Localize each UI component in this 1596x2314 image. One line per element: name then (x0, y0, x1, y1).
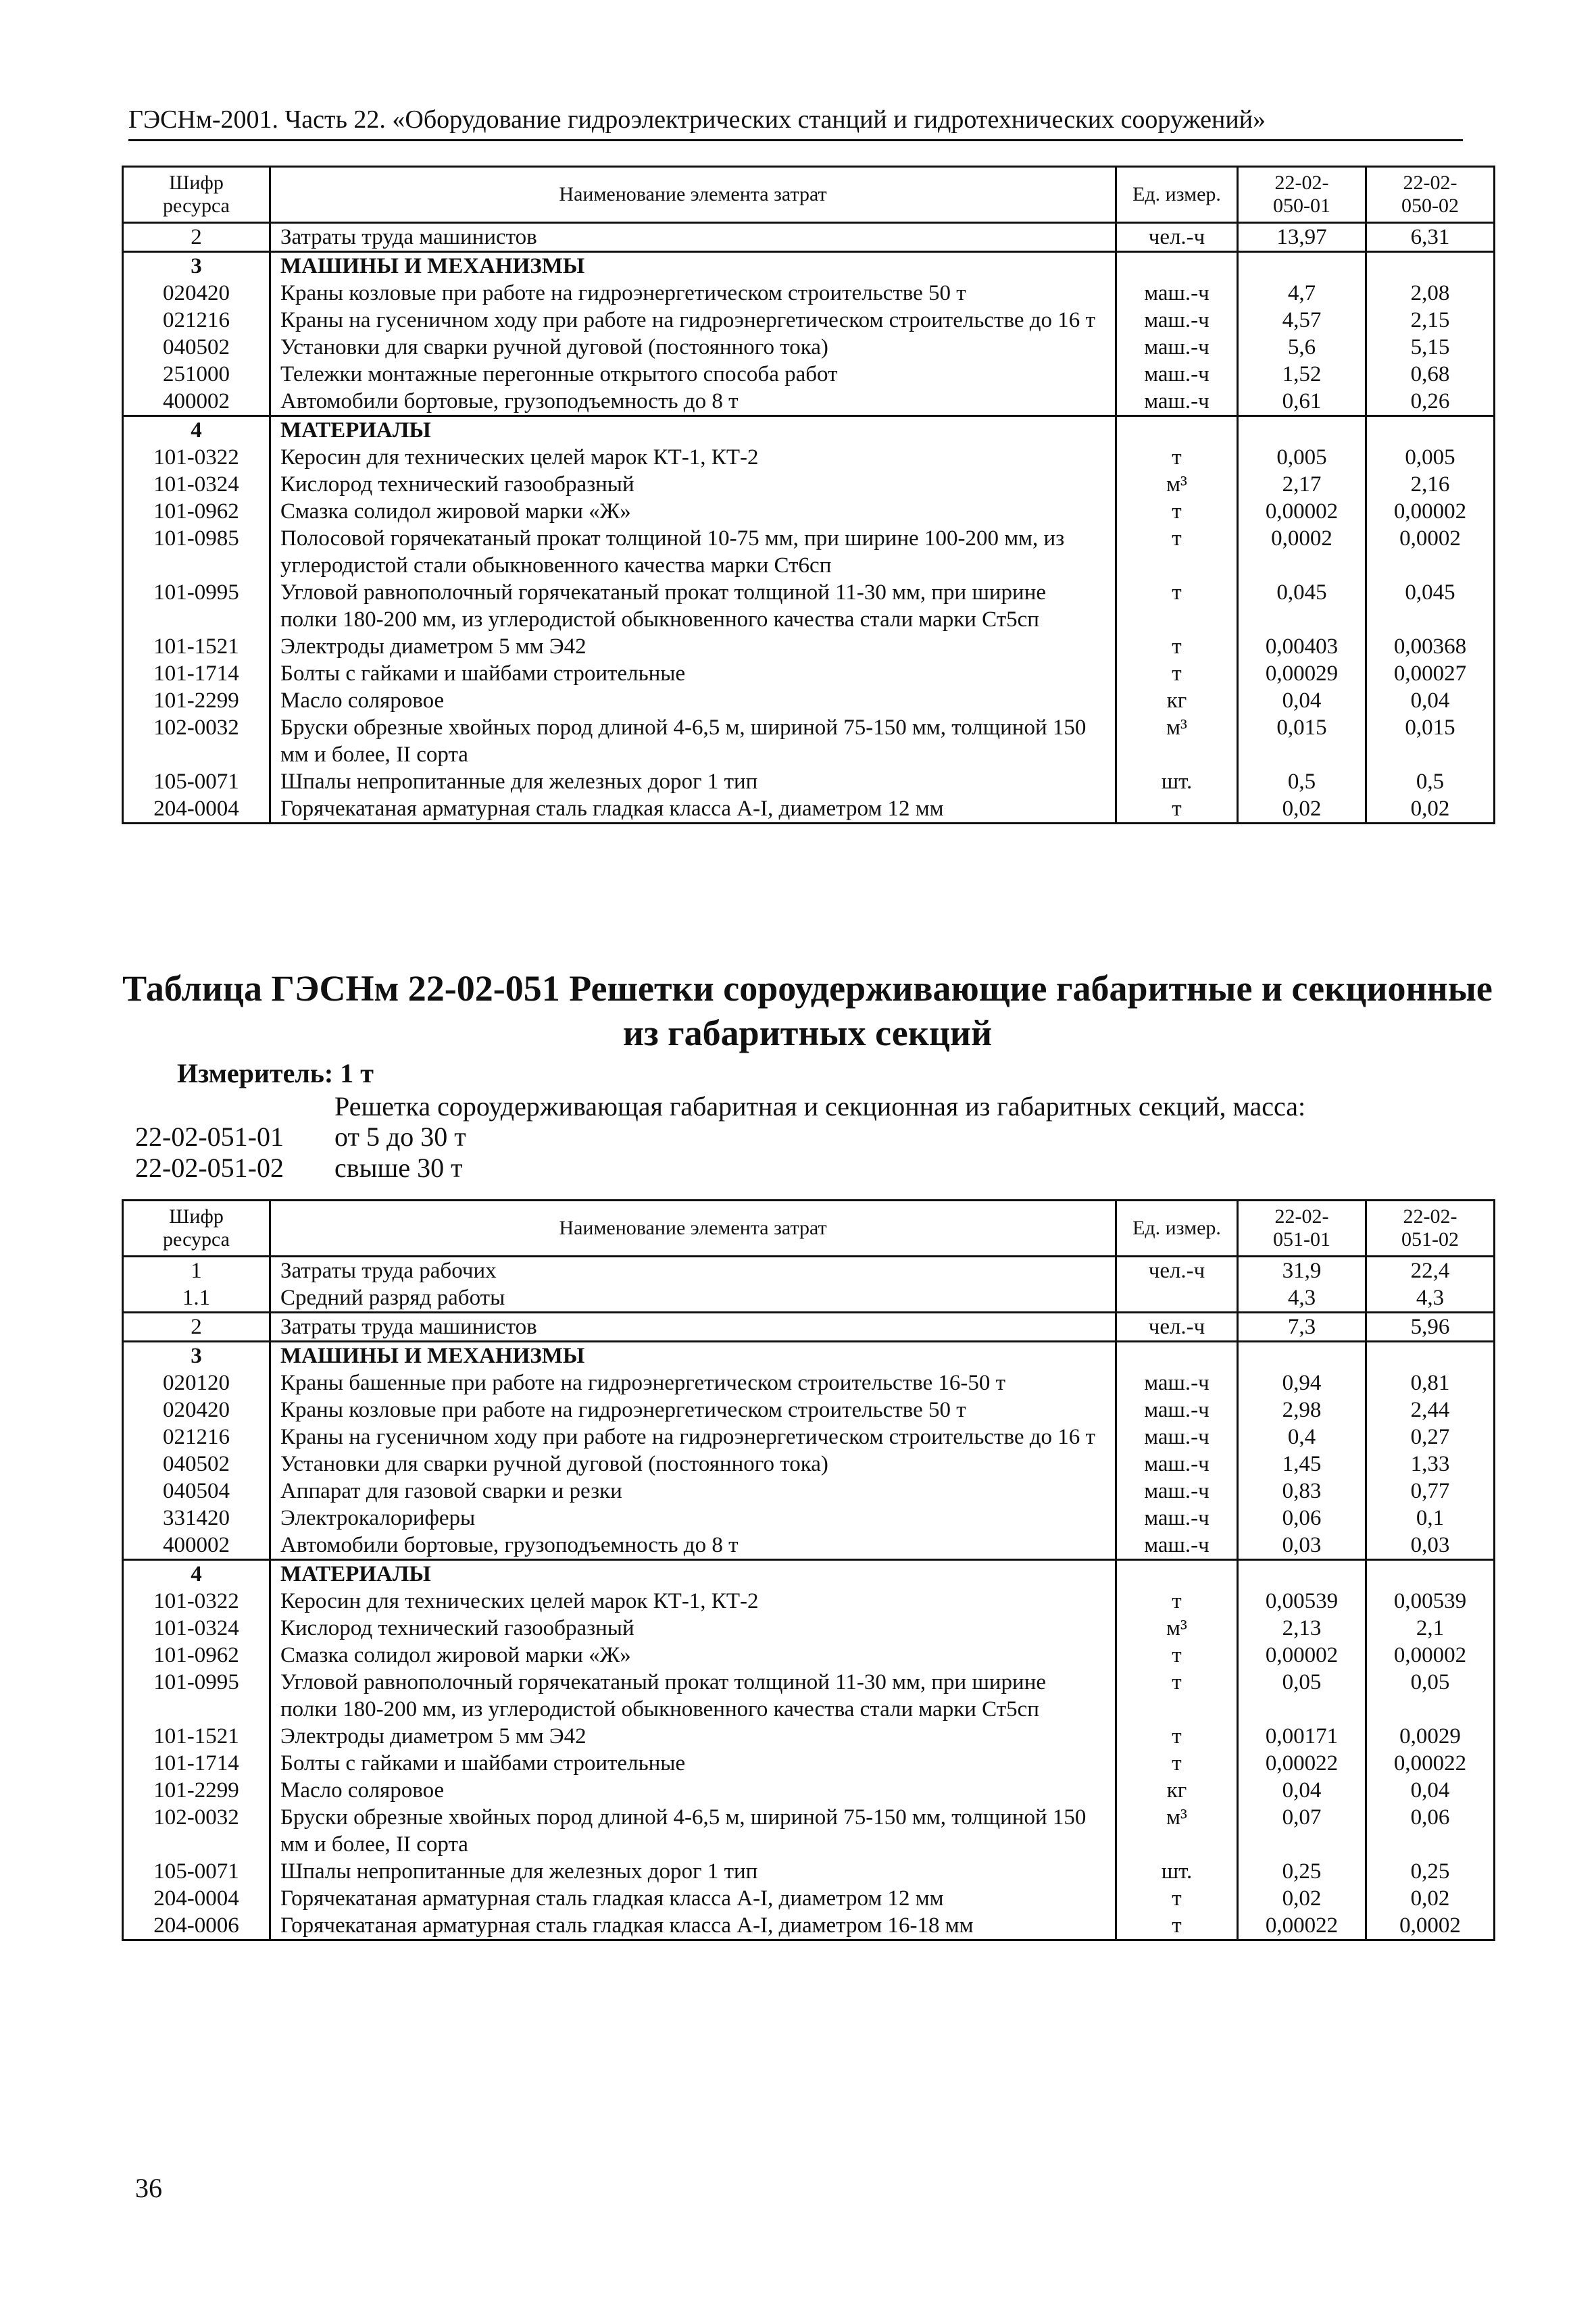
meter-label: Измеритель: 1 т (177, 1058, 374, 1088)
cell-code: 101-0995 (123, 1669, 270, 1723)
cell-value-1: 4,57 (1238, 307, 1366, 334)
header-col1: 22-02- 051-01 (1238, 1201, 1366, 1257)
cell-unit: шт. (1116, 768, 1238, 795)
cell-name: Средний разряд работы (270, 1284, 1116, 1313)
cell-value-1 (1238, 252, 1366, 280)
cell-unit: т (1116, 1912, 1238, 1940)
cell-value-2: 0,00539 (1366, 1588, 1495, 1615)
table-row (123, 334, 1495, 361)
cell-name: Краны на гусеничном ходу при работе на гидроэнергетическом строительстве до 16 т (270, 307, 1116, 334)
cell-code: 105-0071 (123, 1858, 270, 1885)
cell-value-2: 0,06 (1366, 1804, 1495, 1858)
cell-value-1: 0,61 (1238, 388, 1366, 416)
cell-code: 101-0322 (123, 444, 270, 471)
cell-value-2: 0,05 (1366, 1669, 1495, 1723)
page-header: ГЭСНм-2001. Часть 22. «Оборудование гидроэлектрических станций и гидротехнических сооружений» (128, 103, 1463, 141)
cell-unit: кг (1116, 687, 1238, 714)
table-row (123, 361, 1495, 388)
cell-unit (1116, 1560, 1238, 1588)
cell-value-2 (1366, 1342, 1495, 1370)
cell-unit: маш.-ч (1116, 334, 1238, 361)
cell-code: 020420 (123, 1397, 270, 1424)
cell-unit: т (1116, 660, 1238, 687)
table-row (123, 768, 1495, 795)
table-row (123, 1588, 1495, 1615)
cell-code: 101-0995 (123, 579, 270, 633)
table-row (123, 416, 1495, 445)
cell-unit: чел.-ч (1116, 223, 1238, 252)
cell-value-1: 0,00022 (1238, 1912, 1366, 1940)
cell-unit: т (1116, 633, 1238, 660)
cell-value-1: 0,07 (1238, 1804, 1366, 1858)
cell-value-2: 0,81 (1366, 1369, 1495, 1397)
cell-value-2: 0,00022 (1366, 1750, 1495, 1777)
table-row (123, 388, 1495, 416)
table-row (123, 1369, 1495, 1397)
cell-name: Тележки монтажные перегонные открытого способа работ (270, 361, 1116, 388)
cell-value-2: 0,03 (1366, 1532, 1495, 1560)
cell-value-2: 0,25 (1366, 1858, 1495, 1885)
cell-value-1 (1238, 416, 1366, 445)
cell-code: 3 (123, 1342, 270, 1370)
cell-name: Болты с гайками и шайбами строительные (270, 660, 1116, 687)
variant-row (135, 1152, 463, 1184)
cell-code: 105-0071 (123, 768, 270, 795)
cell-name: Масло соляровое (270, 1777, 1116, 1804)
variant-text: свыше 30 т (334, 1153, 463, 1183)
table-row (123, 525, 1495, 579)
cell-name: Установки для сварки ручной дуговой (постоянного тока) (270, 334, 1116, 361)
cell-value-2: 0,045 (1366, 579, 1495, 633)
cell-unit: т (1116, 1642, 1238, 1669)
table-row (123, 1313, 1495, 1342)
variant-row (135, 1121, 466, 1153)
cell-unit: м³ (1116, 1804, 1238, 1858)
table-row (123, 498, 1495, 525)
cell-code: 1 (123, 1257, 270, 1285)
cell-code: 101-2299 (123, 687, 270, 714)
table-row (123, 307, 1495, 334)
cell-value-2: 0,68 (1366, 361, 1495, 388)
cell-name: Установки для сварки ручной дуговой (постоянного тока) (270, 1451, 1116, 1478)
table-row (123, 1885, 1495, 1912)
table-row (123, 1777, 1495, 1804)
cell-value-2: 2,1 (1366, 1615, 1495, 1642)
cell-unit: т (1116, 498, 1238, 525)
cell-code: 331420 (123, 1505, 270, 1532)
cell-code: 101-2299 (123, 1777, 270, 1804)
cell-name: Горячекатаная арматурная сталь гладкая класса А-I, диаметром 12 мм (270, 795, 1116, 824)
cell-value-2: 0,0002 (1366, 525, 1495, 579)
cell-value-2: 0,00027 (1366, 660, 1495, 687)
cell-unit: маш.-ч (1116, 1369, 1238, 1397)
cell-unit (1116, 1342, 1238, 1370)
header-code: Шифр ресурса (123, 1201, 270, 1257)
cell-value-2: 22,4 (1366, 1257, 1495, 1285)
cell-code: 040504 (123, 1478, 270, 1505)
cell-name: Краны башенные при работе на гидроэнергетическом строительстве 16-50 т (270, 1369, 1116, 1397)
cell-value-1: 0,03 (1238, 1532, 1366, 1560)
cell-name: Краны козловые при работе на гидроэнергетическом строительстве 50 т (270, 280, 1116, 307)
cell-value-2: 0,0002 (1366, 1912, 1495, 1940)
cell-value-1: 0,00022 (1238, 1750, 1366, 1777)
cell-name: Смазка солидол жировой марки «Ж» (270, 1642, 1116, 1669)
cell-code: 4 (123, 1560, 270, 1588)
cell-value-2: 0,005 (1366, 444, 1495, 471)
cell-code: 101-0962 (123, 1642, 270, 1669)
header-unit: Ед. измер. (1116, 167, 1238, 223)
header-col1: 22-02- 050-01 (1238, 167, 1366, 223)
cell-unit: чел.-ч (1116, 1257, 1238, 1285)
cell-value-2: 4,3 (1366, 1284, 1495, 1313)
cell-name: Затраты труда машинистов (270, 1313, 1116, 1342)
cell-value-1: 0,83 (1238, 1478, 1366, 1505)
variant-text: от 5 до 30 т (334, 1122, 466, 1152)
cell-value-2 (1366, 1560, 1495, 1588)
cell-code: 4 (123, 416, 270, 445)
cell-value-2: 0,0029 (1366, 1723, 1495, 1750)
cell-name: Болты с гайками и шайбами строительные (270, 1750, 1116, 1777)
cell-value-2: 0,02 (1366, 795, 1495, 824)
cell-value-1: 0,005 (1238, 444, 1366, 471)
cell-unit: маш.-ч (1116, 307, 1238, 334)
cell-value-1: 0,045 (1238, 579, 1366, 633)
cell-name: Угловой равнополочный горячекатаный прокат толщиной 11-30 мм, при ширине полки 180-200 мм, из углеродистой обыкновенного качества стали марки Ст5сп (270, 1669, 1116, 1723)
table-row (123, 660, 1495, 687)
cell-value-2: 5,96 (1366, 1313, 1495, 1342)
cell-value-1 (1238, 1560, 1366, 1588)
cell-unit: т (1116, 795, 1238, 824)
cell-value-2: 0,04 (1366, 1777, 1495, 1804)
table-title: Таблица ГЭСНм 22-02-051 Решетки сороудерживающие габаритные и секционные из габаритных секций (122, 968, 1493, 1053)
header-name: Наименование элемента затрат (270, 167, 1116, 223)
cell-value-2: 0,00002 (1366, 498, 1495, 525)
cell-value-1: 4,7 (1238, 280, 1366, 307)
cell-value-2: 0,77 (1366, 1478, 1495, 1505)
cell-code: 101-0324 (123, 471, 270, 498)
cell-unit: м³ (1116, 714, 1238, 768)
cell-name: МАТЕРИАЛЫ (270, 416, 1116, 445)
cell-unit: маш.-ч (1116, 1397, 1238, 1424)
resource-table-051 (122, 1199, 1495, 1941)
cell-code: 101-1521 (123, 1723, 270, 1750)
cell-value-1: 0,00403 (1238, 633, 1366, 660)
cell-code: 204-0004 (123, 795, 270, 824)
cell-code: 021216 (123, 1424, 270, 1451)
cell-code: 204-0006 (123, 1912, 270, 1940)
cell-name: Автомобили бортовые, грузоподъемность до 8 т (270, 1532, 1116, 1560)
cell-value-1: 2,17 (1238, 471, 1366, 498)
cell-code: 101-1714 (123, 660, 270, 687)
cell-name: Полосовой горячекатаный прокат толщиной 10-75 мм, при ширине 100-200 мм, из углеродистой стали обыкновенного качества марки Ст6сп (270, 525, 1116, 579)
cell-value-2: 0,5 (1366, 768, 1495, 795)
cell-name: Горячекатаная арматурная сталь гладкая класса А-I, диаметром 12 мм (270, 1885, 1116, 1912)
cell-code: 020420 (123, 280, 270, 307)
cell-name: МАШИНЫ И МЕХАНИЗМЫ (270, 252, 1116, 280)
cell-value-1: 0,02 (1238, 795, 1366, 824)
cell-unit: т (1116, 1885, 1238, 1912)
cell-unit: т (1116, 525, 1238, 579)
cell-name: Шпалы непропитанные для железных дорог 1 тип (270, 768, 1116, 795)
variant-code: 22-02-051-02 (135, 1153, 284, 1183)
table-row (123, 1424, 1495, 1451)
cell-unit: кг (1116, 1777, 1238, 1804)
table-row (123, 714, 1495, 768)
cell-code: 400002 (123, 388, 270, 416)
cell-unit: маш.-ч (1116, 1505, 1238, 1532)
cell-unit: маш.-ч (1116, 1532, 1238, 1560)
cell-name: Керосин для технических целей марок КТ-1, КТ-2 (270, 444, 1116, 471)
cell-value-1: 0,00539 (1238, 1588, 1366, 1615)
cell-value-1: 0,05 (1238, 1669, 1366, 1723)
table-row (123, 1257, 1495, 1285)
cell-code: 040502 (123, 334, 270, 361)
cell-value-1: 4,3 (1238, 1284, 1366, 1313)
cell-name: Затраты труда машинистов (270, 223, 1116, 252)
cell-value-1: 0,4 (1238, 1424, 1366, 1451)
cell-name: Бруски обрезные хвойных пород длиной 4-6,5 м, шириной 75-150 мм, толщиной 150 мм и более, II сорта (270, 714, 1116, 768)
table-row (123, 1478, 1495, 1505)
cell-name: Кислород технический газообразный (270, 471, 1116, 498)
table-row (123, 1669, 1495, 1723)
cell-value-2: 0,015 (1366, 714, 1495, 768)
cell-name: МАШИНЫ И МЕХАНИЗМЫ (270, 1342, 1116, 1370)
cell-unit (1116, 252, 1238, 280)
resource-table-050 (122, 166, 1495, 824)
cell-value-2: 2,08 (1366, 280, 1495, 307)
table-row (123, 687, 1495, 714)
cell-value-2: 0,00002 (1366, 1642, 1495, 1669)
variant-code: 22-02-051-01 (135, 1122, 284, 1152)
cell-value-1: 1,52 (1238, 361, 1366, 388)
cell-code: 3 (123, 252, 270, 280)
cell-value-1: 2,98 (1238, 1397, 1366, 1424)
cell-unit: маш.-ч (1116, 388, 1238, 416)
cell-code: 101-0322 (123, 1588, 270, 1615)
cell-value-1: 1,45 (1238, 1451, 1366, 1478)
cell-name: Масло соляровое (270, 687, 1116, 714)
table-row (123, 471, 1495, 498)
cell-name: Краны козловые при работе на гидроэнергетическом строительстве 50 т (270, 1397, 1116, 1424)
cell-value-1: 0,0002 (1238, 525, 1366, 579)
cell-value-2: 0,1 (1366, 1505, 1495, 1532)
cell-code: 400002 (123, 1532, 270, 1560)
cell-unit: т (1116, 579, 1238, 633)
cell-name: Аппарат для газовой сварки и резки (270, 1478, 1116, 1505)
table-header-row (123, 1201, 1495, 1257)
cell-value-1: 0,00029 (1238, 660, 1366, 687)
cell-name: Затраты труда рабочих (270, 1257, 1116, 1285)
cell-value-2 (1366, 252, 1495, 280)
cell-value-1: 0,015 (1238, 714, 1366, 768)
cell-value-1: 5,6 (1238, 334, 1366, 361)
table-row (123, 1723, 1495, 1750)
cell-unit: т (1116, 1750, 1238, 1777)
cell-unit: м³ (1116, 471, 1238, 498)
cell-code: 102-0032 (123, 1804, 270, 1858)
table-row (123, 252, 1495, 280)
header-unit: Ед. измер. (1116, 1201, 1238, 1257)
cell-value-1: 0,00002 (1238, 498, 1366, 525)
cell-value-1: 0,25 (1238, 1858, 1366, 1885)
cell-value-1: 0,00171 (1238, 1723, 1366, 1750)
cell-code: 204-0004 (123, 1885, 270, 1912)
header-col2: 22-02- 050-02 (1366, 167, 1495, 223)
table-row (123, 444, 1495, 471)
cell-name: Автомобили бортовые, грузоподъемность до 8 т (270, 388, 1116, 416)
cell-name: Электроды диаметром 5 мм Э42 (270, 1723, 1116, 1750)
cell-value-2: 2,16 (1366, 471, 1495, 498)
table-row (123, 1912, 1495, 1940)
cell-code: 021216 (123, 307, 270, 334)
cell-unit: маш.-ч (1116, 1424, 1238, 1451)
table-row (123, 1397, 1495, 1424)
table-row (123, 1615, 1495, 1642)
cell-code: 101-1714 (123, 1750, 270, 1777)
cell-value-1: 13,97 (1238, 223, 1366, 252)
header-code: Шифр ресурса (123, 167, 270, 223)
cell-value-2 (1366, 416, 1495, 445)
cell-name: Горячекатаная арматурная сталь гладкая класса А-I, диаметром 16-18 мм (270, 1912, 1116, 1940)
cell-name: МАТЕРИАЛЫ (270, 1560, 1116, 1588)
cell-name: Керосин для технических целей марок КТ-1, КТ-2 (270, 1588, 1116, 1615)
table-row (123, 1451, 1495, 1478)
cell-code: 1.1 (123, 1284, 270, 1313)
cell-name: Угловой равнополочный горячекатаный прокат толщиной 11-30 мм, при ширине полки 180-200 мм, из углеродистой обыкновенного качества стали марки Ст5сп (270, 579, 1116, 633)
cell-code: 101-0324 (123, 1615, 270, 1642)
cell-value-2: 1,33 (1366, 1451, 1495, 1478)
table-row (123, 795, 1495, 824)
table-header-row (123, 167, 1495, 223)
cell-code: 2 (123, 1313, 270, 1342)
cell-code: 2 (123, 223, 270, 252)
cell-value-2: 2,44 (1366, 1397, 1495, 1424)
cell-value-2: 0,00368 (1366, 633, 1495, 660)
table-row (123, 1532, 1495, 1560)
cell-value-1: 0,04 (1238, 1777, 1366, 1804)
cell-value-2: 0,02 (1366, 1885, 1495, 1912)
cell-code: 020120 (123, 1369, 270, 1397)
cell-unit: т (1116, 1669, 1238, 1723)
cell-value-1: 0,02 (1238, 1885, 1366, 1912)
cell-value-1 (1238, 1342, 1366, 1370)
cell-code: 040502 (123, 1451, 270, 1478)
cell-unit: т (1116, 444, 1238, 471)
header-col2: 22-02- 051-02 (1366, 1201, 1495, 1257)
work-description: Решетка сороудерживающая габаритная и секционная из габаритных секций, масса: (334, 1091, 1306, 1122)
cell-code: 101-1521 (123, 633, 270, 660)
cell-value-1: 2,13 (1238, 1615, 1366, 1642)
cell-name: Электрокалориферы (270, 1505, 1116, 1532)
cell-value-2: 0,27 (1366, 1424, 1495, 1451)
table-row (123, 1642, 1495, 1669)
cell-value-1: 31,9 (1238, 1257, 1366, 1285)
cell-unit: т (1116, 1723, 1238, 1750)
cell-value-1: 7,3 (1238, 1313, 1366, 1342)
cell-unit: шт. (1116, 1858, 1238, 1885)
cell-value-1: 0,5 (1238, 768, 1366, 795)
cell-unit (1116, 416, 1238, 445)
cell-name: Бруски обрезные хвойных пород длиной 4-6,5 м, шириной 75-150 мм, толщиной 150 мм и более, II сорта (270, 1804, 1116, 1858)
page-number: 36 (135, 2173, 162, 2203)
cell-unit: маш.-ч (1116, 361, 1238, 388)
table-row (123, 1342, 1495, 1370)
cell-code: 251000 (123, 361, 270, 388)
table-row (123, 280, 1495, 307)
cell-unit: маш.-ч (1116, 1451, 1238, 1478)
table-row (123, 1284, 1495, 1313)
cell-value-2: 2,15 (1366, 307, 1495, 334)
cell-value-2: 6,31 (1366, 223, 1495, 252)
cell-value-2: 5,15 (1366, 334, 1495, 361)
cell-name: Смазка солидол жировой марки «Ж» (270, 498, 1116, 525)
cell-unit: маш.-ч (1116, 280, 1238, 307)
cell-unit: м³ (1116, 1615, 1238, 1642)
cell-name: Кислород технический газообразный (270, 1615, 1116, 1642)
cell-value-1: 0,94 (1238, 1369, 1366, 1397)
table-row (123, 1804, 1495, 1858)
cell-name: Электроды диаметром 5 мм Э42 (270, 633, 1116, 660)
table-row (123, 579, 1495, 633)
cell-unit (1116, 1284, 1238, 1313)
cell-name: Краны на гусеничном ходу при работе на гидроэнергетическом строительстве до 16 т (270, 1424, 1116, 1451)
table-row (123, 1858, 1495, 1885)
cell-unit: т (1116, 1588, 1238, 1615)
table-row (123, 1505, 1495, 1532)
table-row (123, 1560, 1495, 1588)
table-row (123, 633, 1495, 660)
cell-value-1: 0,06 (1238, 1505, 1366, 1532)
cell-value-2: 0,26 (1366, 388, 1495, 416)
table-row (123, 1750, 1495, 1777)
table-row (123, 223, 1495, 252)
cell-code: 101-0985 (123, 525, 270, 579)
header-name: Наименование элемента затрат (270, 1201, 1116, 1257)
cell-name: Шпалы непропитанные для железных дорог 1 тип (270, 1858, 1116, 1885)
cell-code: 102-0032 (123, 714, 270, 768)
cell-code: 101-0962 (123, 498, 270, 525)
cell-unit: чел.-ч (1116, 1313, 1238, 1342)
cell-value-1: 0,00002 (1238, 1642, 1366, 1669)
cell-unit: маш.-ч (1116, 1478, 1238, 1505)
cell-value-1: 0,04 (1238, 687, 1366, 714)
cell-value-2: 0,04 (1366, 687, 1495, 714)
